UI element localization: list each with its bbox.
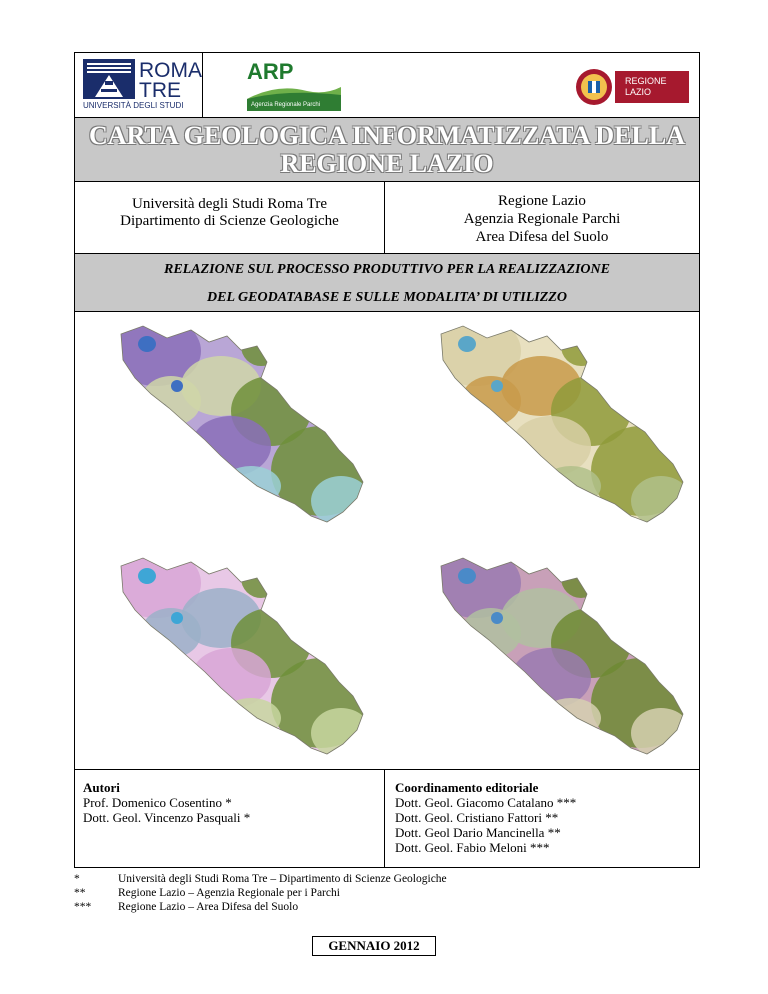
date-label: GENNAIO 2012 <box>312 936 436 956</box>
editor-line: Dott. Geol. Giacomo Catalano *** <box>395 795 577 810</box>
geologic-map-3 <box>81 548 371 763</box>
roma-tre-emblem-icon <box>83 59 135 99</box>
editorial-heading: Coordinamento editoriale <box>395 780 539 795</box>
university-word: UNIVERSITÀ DEGLI STUDI <box>83 101 184 110</box>
geologic-map-4 <box>401 548 691 763</box>
footnote-mark: *** <box>74 901 92 913</box>
authors-heading: Autori <box>83 780 120 795</box>
editorial-block <box>385 770 699 867</box>
institution-left-line: Dipartimento di Scienze Geologiche <box>120 213 339 229</box>
title-line-2: REGIONE LAZIO <box>280 149 494 178</box>
footnote-text: Università degli Studi Roma Tre – Dipartimento di Scienze Geologiche <box>118 873 447 885</box>
footnote <box>74 886 700 900</box>
title-line-1: CARTA GEOLOGICA INFORMATIZZATA DELLA <box>89 121 685 150</box>
title-box <box>74 118 700 182</box>
footnote-mark: ** <box>74 887 86 899</box>
subtitle-line-2: DEL GEODATABASE E SULLE MODALITA’ DI UTILIZZO <box>207 290 567 305</box>
author-line: Dott. Geol. Vincenzo Pasquali * <box>83 810 251 825</box>
credits-row <box>74 770 700 868</box>
roma-word: ROMA <box>139 59 202 82</box>
geologic-map-2 <box>401 316 691 531</box>
regione-lazio-logo <box>575 67 695 107</box>
regione-emblem-icon <box>575 67 613 107</box>
geologic-map-1 <box>81 316 371 531</box>
subtitle-box <box>74 254 700 312</box>
lazio-map-graphic <box>81 548 371 763</box>
arp-word: ARP <box>247 59 294 84</box>
institution-right-line: Agenzia Regionale Parchi <box>463 211 621 227</box>
editor-line: Dott. Geol. Fabio Meloni *** <box>395 840 550 855</box>
authors-block <box>75 770 385 867</box>
maps-area <box>74 312 700 770</box>
regione-text-box <box>615 71 689 103</box>
arp-hills-icon <box>247 83 341 99</box>
editor-line: Dott. Geol. Cristiano Fattori ** <box>395 810 559 825</box>
institution-right-line: Area Difesa del Suolo <box>475 229 609 245</box>
institution-right <box>385 182 699 253</box>
institutions-row <box>74 182 700 254</box>
institution-right-line: Regione Lazio <box>498 193 586 209</box>
author-line: Prof. Domenico Cosentino * <box>83 795 232 810</box>
lazio-map-graphic <box>81 316 371 531</box>
lazio-map-graphic <box>401 548 691 763</box>
arp-band-text: Agenzia Regionale Parchi <box>247 99 341 111</box>
roma-tre-logo <box>83 59 202 113</box>
institution-left-line: Università degli Studi Roma Tre <box>132 196 327 212</box>
roma-tre-cell <box>75 53 203 117</box>
subtitle-line-1: RELAZIONE SUL PROCESSO PRODUTTIVO PER LA REALIZZAZIONE <box>164 262 610 277</box>
institution-left <box>75 182 385 253</box>
footnote-mark: * <box>74 873 80 885</box>
footnote-text: Regione Lazio – Area Difesa del Suolo <box>118 901 299 913</box>
tre-word: TRE <box>139 79 181 102</box>
footnotes <box>74 872 700 914</box>
footnote <box>74 900 700 914</box>
footnote <box>74 872 700 886</box>
logo-header <box>74 52 700 118</box>
lazio-word: LAZIO <box>625 87 652 97</box>
footnote-text: Regione Lazio – Agenzia Regionale per i Parchi <box>118 887 340 899</box>
lazio-map-graphic <box>401 316 691 531</box>
regione-word: REGIONE <box>625 76 667 86</box>
editor-line: Dott. Geol Dario Mancinella ** <box>395 825 561 840</box>
arp-logo <box>247 59 341 113</box>
